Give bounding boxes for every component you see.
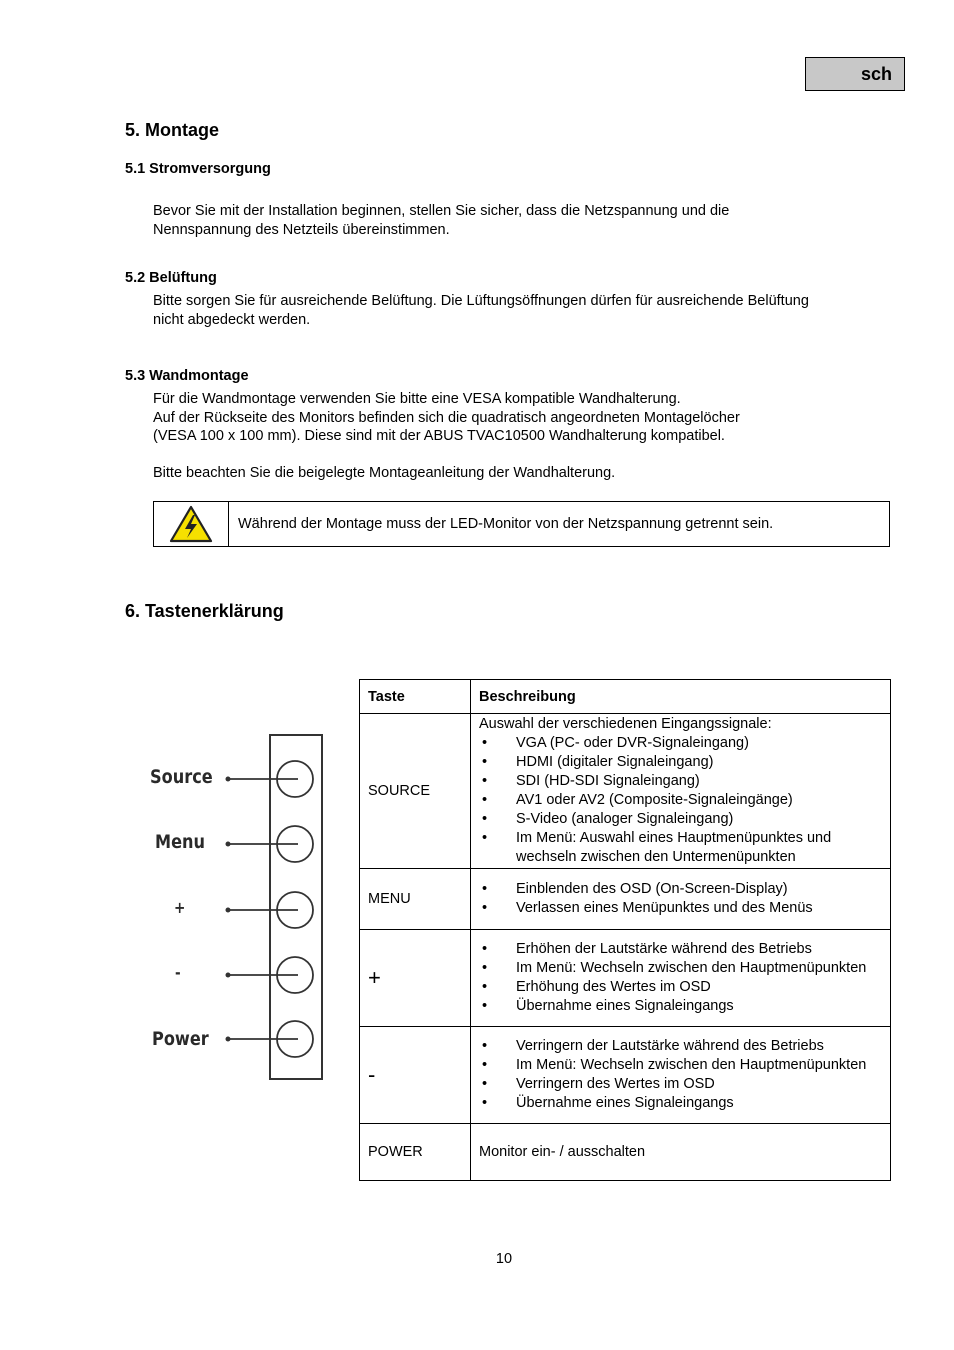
bullet-list xyxy=(479,940,890,1016)
panel-label-power: Power xyxy=(152,1028,209,1050)
list-item: • HDMI (digitaler Signaleingang) xyxy=(479,753,890,772)
panel-label-menu: Menu xyxy=(155,831,206,853)
warning-icon-cell xyxy=(154,502,229,546)
list-item: • Einblenden des OSD (On-Screen-Display) xyxy=(479,880,890,899)
bullet-list xyxy=(479,1037,890,1113)
section-6-title: 6. Tastenerklärung xyxy=(125,601,284,621)
section-5-3-title: 5.3 Wandmontage xyxy=(125,368,249,384)
section-5-3-text xyxy=(153,390,740,446)
list-item: • Erhöhung des Wertes im OSD xyxy=(479,978,890,997)
language-tab: sch xyxy=(805,57,905,91)
list-item: • Verlassen eines Menüpunktes und des Menüs xyxy=(479,899,890,918)
key-power: POWER xyxy=(360,1124,471,1181)
section-5-title: 5. Montage xyxy=(125,120,220,140)
list-item: • VGA (PC- oder DVR-Signaleingang) xyxy=(479,734,890,753)
header-beschreibung: Beschreibung xyxy=(471,680,891,714)
paragraph-line: Für die Wandmontage verwenden Sie bitte eine VESA kompatible Wandhalterung. xyxy=(153,391,681,407)
electrical-hazard-icon xyxy=(169,505,213,543)
section-5-1-title: 5.1 Stromversorgung xyxy=(125,161,271,177)
button-panel-diagram xyxy=(140,730,340,1085)
list-item: • SDI (HD-SDI Signaleingang) xyxy=(479,772,890,791)
panel-label-source: Source xyxy=(150,766,213,788)
key-minus: - xyxy=(360,1027,471,1124)
desc-power: Monitor ein- / ausschalten xyxy=(471,1124,891,1181)
table-row-menu xyxy=(360,869,891,930)
paragraph-line: (VESA 100 x 100 mm). Diese sind mit der ABUS TVAC10500 Wandhalterung kompatibel. xyxy=(153,428,725,444)
list-item: • Im Menü: Wechseln zwischen den Hauptmenüpunkten xyxy=(479,959,890,978)
key-source: SOURCE xyxy=(360,714,471,869)
list-item: • Erhöhen der Lautstärke während des Betriebs xyxy=(479,940,890,959)
paragraph-line: Nennspannung des Netzteils übereinstimmen. xyxy=(153,221,450,238)
warning-text: Während der Montage muss der LED-Monitor von der Netzspannung getrennt sein. xyxy=(238,516,774,532)
desc-source xyxy=(471,714,891,869)
section-5-1-text xyxy=(153,202,729,239)
list-item: • Im Menü: Wechseln zwischen den Hauptmenüpunkten xyxy=(479,1056,890,1075)
key-description-table xyxy=(359,679,891,1181)
list-item: • AV1 oder AV2 (Composite-Signaleingänge) xyxy=(479,791,890,810)
desc-intro: Auswahl der verschiedenen Eingangssignale: xyxy=(479,716,772,732)
table-row-minus xyxy=(360,1027,891,1124)
paragraph-line: nicht abgedeckt werden. xyxy=(153,311,311,328)
table-header-row xyxy=(360,680,891,714)
section-5-2-title: 5.2 Belüftung xyxy=(125,270,217,286)
warning-box xyxy=(153,501,890,547)
desc-menu xyxy=(471,869,891,930)
desc-plus xyxy=(471,930,891,1027)
list-item: • Übernahme eines Signaleingangs xyxy=(479,997,890,1016)
paragraph-line: Bitte sorgen Sie für ausreichende Belüftung. Die Lüftungsöffnungen dürfen für ausreichende Belüftung xyxy=(153,293,809,309)
panel-label-plus: + xyxy=(174,898,186,917)
table-row-plus xyxy=(360,930,891,1027)
bullet-list xyxy=(479,880,890,918)
bullet-list xyxy=(479,734,890,867)
desc-minus xyxy=(471,1027,891,1124)
header-taste: Taste xyxy=(360,680,471,714)
list-item: • Verringern der Lautstärke während des Betriebs xyxy=(479,1037,890,1056)
list-item: • Verringern des Wertes im OSD xyxy=(479,1075,890,1094)
page-number: 10 xyxy=(495,1251,513,1267)
paragraph-line: Auf der Rückseite des Monitors befinden sich die quadratisch angeordneten Montagelöcher xyxy=(153,409,740,426)
section-5-3-note: Bitte beachten Sie die beigelegte Montageanleitung der Wandhalterung. xyxy=(153,465,616,481)
table-row-power xyxy=(360,1124,891,1181)
list-item: • Im Menü: Auswahl eines Hauptmenüpunktes und wechseln zwischen den Untermenüpunkten xyxy=(479,829,890,867)
section-5-2-text xyxy=(153,292,809,329)
list-item: • Übernahme eines Signaleingangs xyxy=(479,1094,890,1113)
key-menu: MENU xyxy=(360,869,471,930)
panel-label-minus: - xyxy=(175,963,181,982)
table-row-source xyxy=(360,714,891,869)
list-item: • S-Video (analoger Signaleingang) xyxy=(479,810,890,829)
key-plus: + xyxy=(360,930,471,1027)
paragraph-line: Bevor Sie mit der Installation beginnen, stellen Sie sicher, dass die Netzspannung und die xyxy=(153,203,730,219)
